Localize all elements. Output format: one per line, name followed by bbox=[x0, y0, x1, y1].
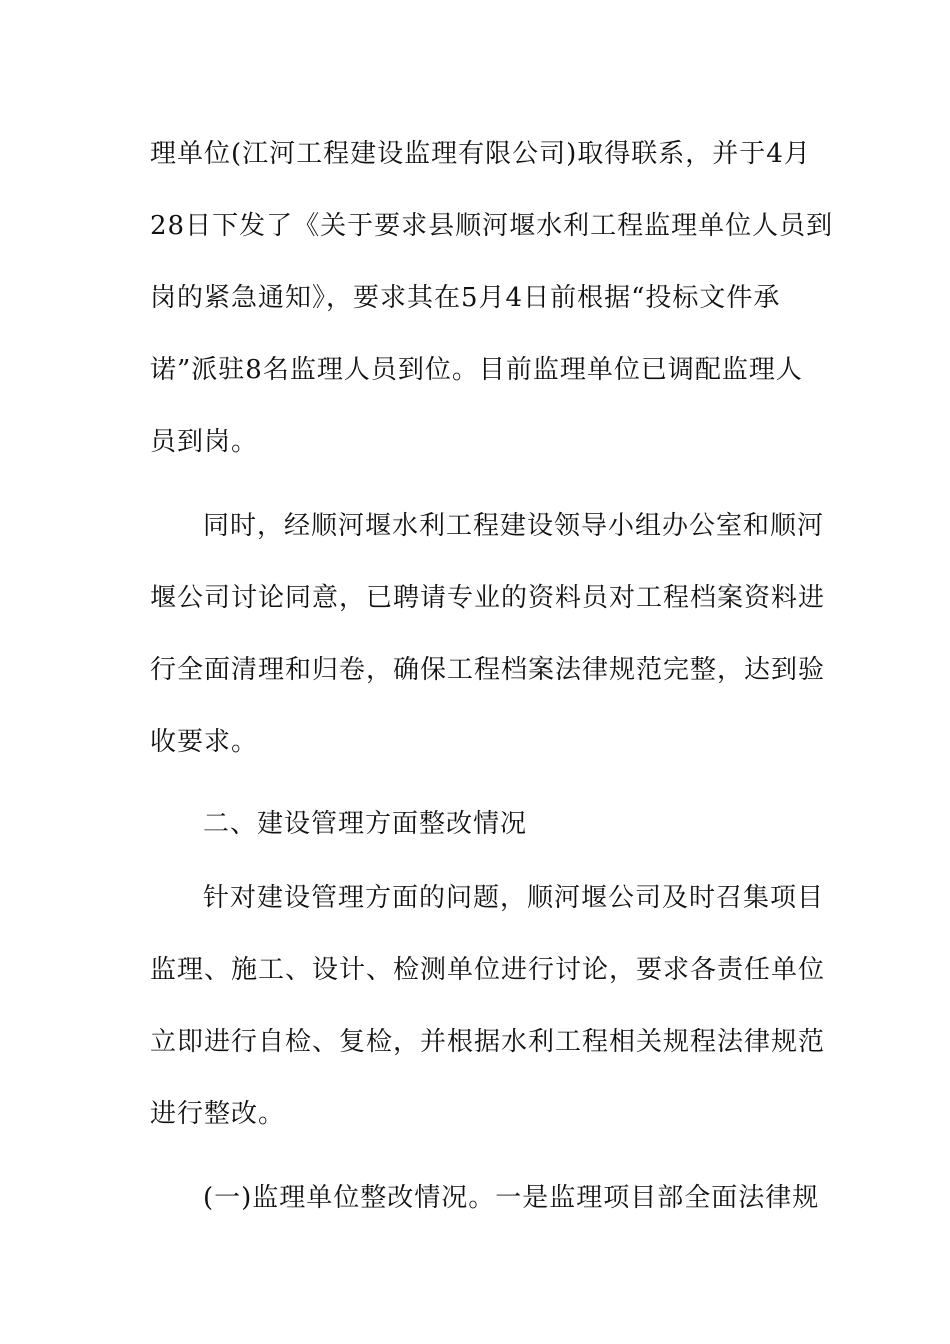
paragraph-start-line: 同时，经顺河堰水利工程建设领导小组办公室和顺河 bbox=[203, 511, 825, 541]
text-line: 岗的紧急通知》，要求其在5月4日前根据“投标文件承 bbox=[150, 283, 781, 313]
paragraph-start-line: 针对建设管理方面的问题，顺河堰公司及时召集项目 bbox=[203, 883, 825, 913]
text-line: 诺”派驻8名监理人员到位。目前监理单位已调配监理人 bbox=[150, 355, 803, 385]
text-line: 员到岗。 bbox=[150, 427, 259, 457]
section-heading: 二、建设管理方面整改情况 bbox=[203, 809, 528, 839]
text-line: 28日下发了《关于要求县顺河堰水利工程监理单位人员到 bbox=[150, 211, 834, 241]
text-line: 监理、施工、设计、检测单位进行讨论，要求各责任单位 bbox=[150, 955, 826, 985]
text-line: 行全面清理和归卷，确保工程档案法律规范完整，达到验 bbox=[150, 655, 826, 685]
paragraph-start-line: (一)监理单位整改情况。一是监理项目部全面法律规 bbox=[203, 1183, 820, 1213]
text-line: 堰公司讨论同意，已聘请专业的资料员对工程档案资料进 bbox=[150, 583, 826, 613]
text-line: 理单位(江河工程建设监理有限公司)取得联系，并于4月 bbox=[150, 139, 811, 169]
text-line: 立即进行自检、复检，并根据水利工程相关规程法律规范 bbox=[150, 1027, 826, 1057]
text-line: 收要求。 bbox=[150, 727, 259, 757]
text-line: 进行整改。 bbox=[150, 1099, 286, 1129]
